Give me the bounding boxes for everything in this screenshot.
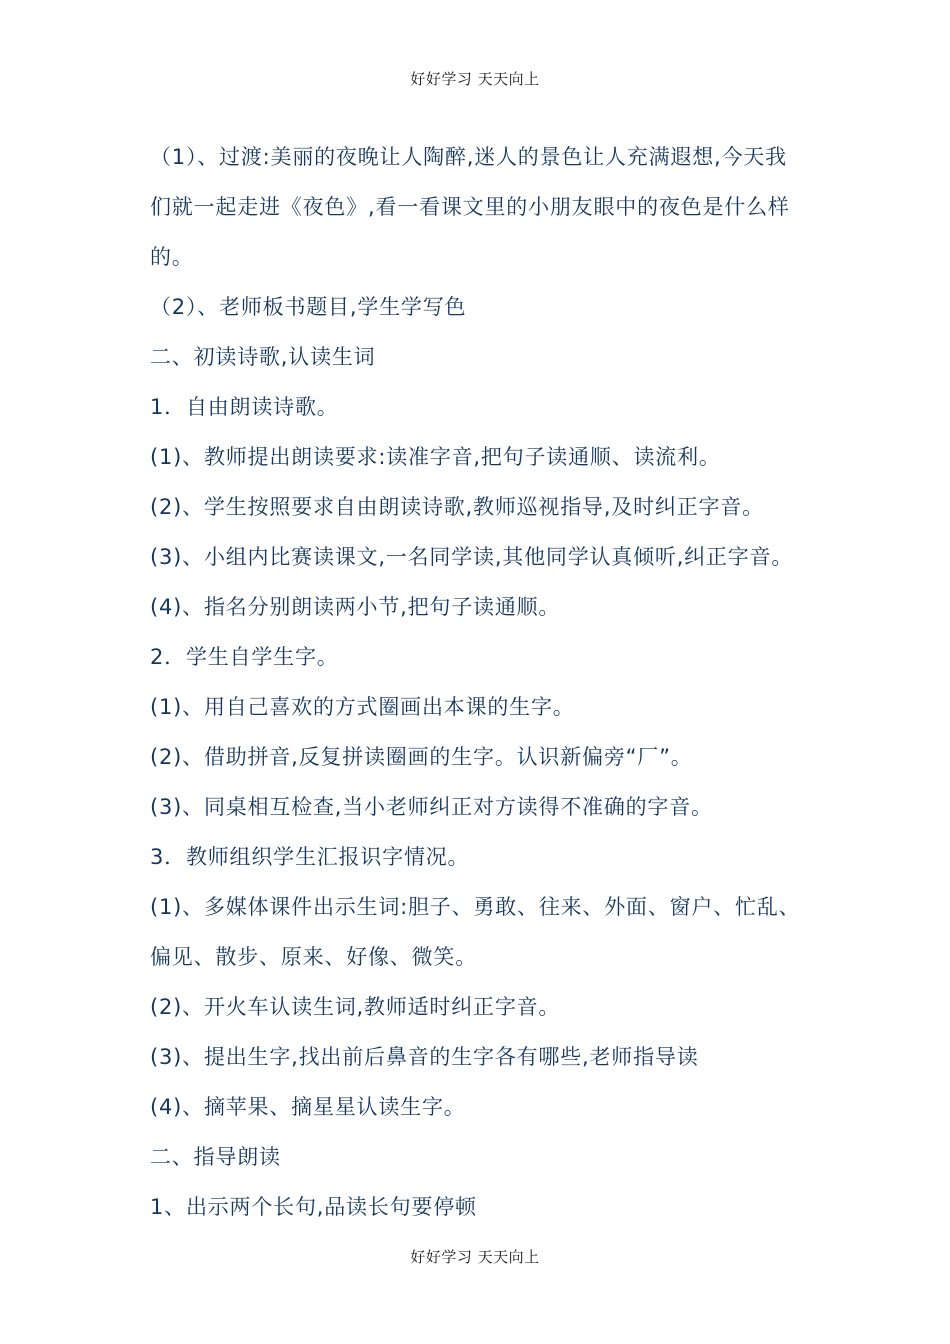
text-line: (4)、摘苹果、摘星星认读生字。 xyxy=(150,1095,466,1119)
subheading: 2．学生自学生字。 xyxy=(150,645,339,669)
subheading: 1、出示两个长句,品读长句要停顿 xyxy=(150,1195,477,1219)
text-line: (3)、小组内比赛读课文,一名同学读,其他同学认真倾听,纠正字音。 xyxy=(150,545,794,569)
document-body xyxy=(150,132,810,1232)
page-header: 好好学习 天天向上 xyxy=(410,70,540,88)
text-line: 偏见、散步、原来、好像、微笑。 xyxy=(150,945,477,969)
subheading: 1．自由朗读诗歌。 xyxy=(150,395,339,419)
section-heading: 二、指导朗读 xyxy=(150,1145,281,1169)
text-line: (3)、提出生字,找出前后鼻音的生字各有哪些,老师指导读 xyxy=(150,1045,699,1069)
text-line: (1)、多媒体课件出示生词:胆子、勇敢、往来、外面、窗户、忙乱、 xyxy=(150,895,801,919)
text-line: (4)、指名分别朗读两小节,把句子读通顺。 xyxy=(150,595,561,619)
text-line: （1）、过渡:美丽的夜晚让人陶醉,迷人的景色让人充满遐想,今天我 xyxy=(150,145,787,169)
page-footer: 好好学习 天天向上 xyxy=(410,1248,540,1266)
text-line: (1)、教师提出朗读要求:读准字音,把句子读通顺、读流利。 xyxy=(150,445,721,469)
text-line: （2）、老师板书题目,学生学写色 xyxy=(150,295,467,319)
text-line: (2)、学生按照要求自由朗读诗歌,教师巡视指导,及时纠正字音。 xyxy=(150,495,764,519)
text-line: 们就一起走进《夜色》,看一看课文里的小朋友眼中的夜色是什么样 xyxy=(150,195,790,219)
text-line: (2)、借助拼音,反复拼读圈画的生字。认识新偏旁“厂”。 xyxy=(150,745,693,769)
text-line: (1)、用自己喜欢的方式圈画出本课的生字。 xyxy=(150,695,575,719)
section-heading: 二、初读诗歌,认读生词 xyxy=(150,345,376,369)
text-line: (2)、开火车认读生词,教师适时纠正字音。 xyxy=(150,995,561,1019)
subheading: 3．教师组织学生汇报识字情况。 xyxy=(150,845,470,869)
text-line: (3)、同桌相互检查,当小老师纠正对方读得不准确的字音。 xyxy=(150,795,713,819)
text-line: 的。 xyxy=(150,245,194,269)
